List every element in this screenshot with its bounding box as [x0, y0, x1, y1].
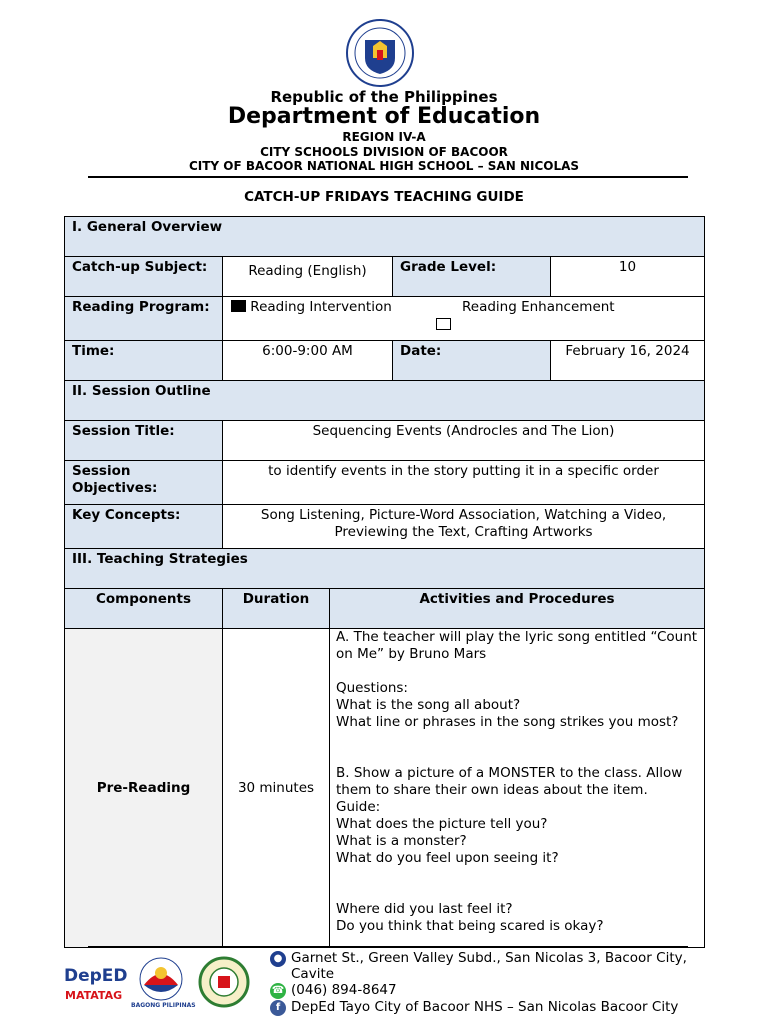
facebook-icon: f — [270, 1000, 286, 1016]
activity-line: What line or phrases in the song strikes you most? — [336, 714, 679, 730]
objectives-value: to identify events in the story putting it in a specific order — [223, 461, 705, 505]
objectives-label: Session Objectives: — [65, 461, 223, 505]
key-concepts-label: Key Concepts: — [65, 505, 223, 549]
phone-icon: ☎ — [270, 983, 286, 999]
duration-value: 30 minutes — [223, 629, 330, 948]
division-heading: CITY SCHOOLS DIVISION OF BACOOR — [260, 145, 508, 159]
col-components: Components — [65, 589, 223, 629]
session-title-value: Sequencing Events (Androcles and The Lion) — [223, 421, 705, 461]
grade-label: Grade Level: — [393, 257, 551, 297]
component-pre-reading: Pre-Reading — [65, 629, 223, 948]
section-teaching-strategies: III. Teaching Strategies — [65, 549, 705, 589]
header-divider — [88, 176, 688, 178]
region-heading: REGION IV-A — [342, 130, 426, 144]
footer-contact — [270, 950, 691, 1016]
school-heading: CITY OF BACOOR NATIONAL HIGH SCHOOL – SAN NICOLAS — [188, 159, 580, 173]
footer-logos — [64, 955, 264, 1015]
activity-line: Where did you last feel it? — [336, 901, 513, 917]
grade-value: 10 — [551, 257, 705, 297]
deped-wordmark: DepED — [64, 966, 128, 986]
program-options — [223, 297, 705, 341]
activity-line — [336, 731, 698, 748]
col-duration: Duration — [223, 589, 330, 629]
activity-line: What do you feel upon seeing it? — [336, 850, 559, 866]
facebook-text: DepEd Tayo City of Bacoor NHS – San Nicolas Bacoor City — [291, 999, 679, 1015]
activity-line — [336, 867, 698, 884]
location-pin-icon: ● — [270, 951, 286, 967]
footer-logo-group — [64, 955, 264, 1011]
section-session-outline: II. Session Outline — [65, 381, 705, 421]
guide-title: CATCH-UP FRIDAYS TEACHING GUIDE — [244, 189, 524, 205]
section-general-overview: I. General Overview — [65, 217, 705, 257]
footer-divider — [88, 946, 688, 948]
activity-line: What is a monster? — [336, 833, 467, 849]
activity-line — [336, 663, 698, 680]
time-label: Time: — [65, 341, 223, 381]
address-text: Garnet St., Green Valley Subd., San Nicolas 3, Bacoor City, Cavite — [291, 950, 687, 982]
teaching-guide-table — [64, 216, 705, 948]
department-heading: Department of Education — [227, 104, 541, 129]
deped-seal-logo — [343, 18, 417, 88]
bagong-pilipinas-text: BAGONG PILIPINAS — [131, 1002, 196, 1009]
program-label: Reading Program: — [65, 297, 223, 341]
matatag-wordmark: MATATAG — [65, 989, 123, 1002]
activity-line: What does the picture tell you? — [336, 816, 548, 832]
subject-label: Catch-up Subject: — [65, 257, 223, 297]
key-concepts-value: Song Listening, Picture-Word Association, Watching a Video, Previewing the Text, Crafting Artworks — [223, 505, 705, 549]
activity-line: A. The teacher will play the lyric song entitled “Count on Me” by Bruno Mars — [336, 629, 698, 662]
activity-line: Questions: — [336, 680, 408, 696]
activity-line: Guide: — [336, 799, 381, 815]
activities-list — [336, 629, 698, 947]
enhancement-checkbox[interactable] — [436, 318, 451, 330]
session-title-label: Session Title: — [65, 421, 223, 461]
enhancement-label: Reading Enhancement — [462, 299, 615, 315]
intervention-label: Reading Intervention — [250, 299, 392, 315]
activity-line: Do you think that being scared is okay? — [336, 918, 604, 934]
phone-text: (046) 894-8647 — [291, 982, 397, 998]
subject-value: Reading (English) — [223, 257, 393, 297]
col-activities: Activities and Procedures — [330, 589, 705, 629]
activity-line — [336, 884, 698, 901]
activity-line: B. Show a picture of a MONSTER to the class. Allow them to share their own ideas about the item. — [336, 765, 683, 798]
date-value: February 16, 2024 — [551, 341, 705, 381]
activities-cell — [330, 629, 705, 948]
activity-line: What is the song all about? — [336, 697, 521, 713]
date-label: Date: — [393, 341, 551, 381]
activity-line — [336, 748, 698, 765]
time-value: 6:00-9:00 AM — [223, 341, 393, 381]
intervention-checkbox[interactable] — [231, 300, 246, 312]
republic-heading: Republic of the Philippines — [270, 88, 498, 106]
